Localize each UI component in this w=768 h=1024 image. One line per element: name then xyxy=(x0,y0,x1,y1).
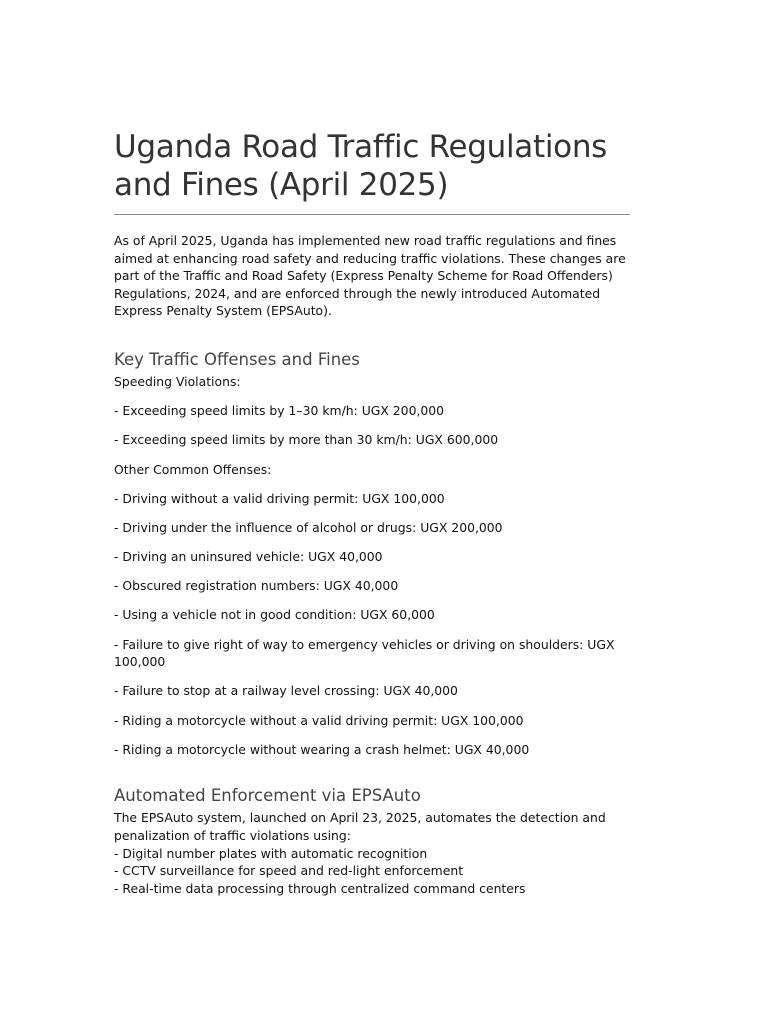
offense-item: - Exceeding speed limits by more than 30 km/h: UGX 600,000 xyxy=(114,432,499,448)
offense-item: - Riding a motorcycle without a valid driving permit: UGX 100,000 xyxy=(114,712,524,728)
other-offenses-label: Other Common Offenses: xyxy=(114,461,272,477)
offense-item: - Using a vehicle not in good condition: UGX 60,000 xyxy=(114,607,435,623)
epsauto-item: - Real-time data processing through centralized command centers xyxy=(114,880,526,896)
intro-paragraph: As of April 2025, Uganda has implemented new road traffic regulations and fines aimed at enhancing road safety and reducing traffic violations. These changes are part of the Traffic and Road Safety (Express Penalty Scheme for Road Offenders) Regulations, 2024, and are enforced through the newly introduced Automated Express Penalty System (EPSAuto). xyxy=(114,233,626,319)
document-title: Uganda Road Traffic Regulations and Fines (April 2025) xyxy=(114,129,608,203)
epsauto-item: - CCTV surveillance for speed and red-light enforcement xyxy=(114,863,464,879)
document-page xyxy=(114,128,630,897)
key-offenses-heading: Key Traffic Offenses and Fines xyxy=(114,349,360,369)
offense-item: - Driving under the influence of alcohol or drugs: UGX 200,000 xyxy=(114,519,503,535)
offense-item: - Driving an uninsured vehicle: UGX 40,000 xyxy=(114,549,383,565)
offense-item: - Riding a motorcycle without wearing a crash helmet: UGX 40,000 xyxy=(114,741,530,757)
speeding-label: Speeding Violations: xyxy=(114,373,241,389)
title-divider xyxy=(114,214,630,215)
epsauto-list xyxy=(114,845,630,898)
offense-item: - Driving without a valid driving permit: UGX 100,000 xyxy=(114,490,445,506)
epsauto-item: - Digital number plates with automatic recognition xyxy=(114,845,428,861)
offense-item: - Exceeding speed limits by 1–30 km/h: UGX 200,000 xyxy=(114,403,445,419)
offense-item: - Obscured registration numbers: UGX 40,000 xyxy=(114,578,399,594)
epsauto-heading: Automated Enforcement via EPSAuto xyxy=(114,786,421,806)
offense-item: - Failure to give right of way to emergency vehicles or driving on shoulders: UGX 100,000 xyxy=(114,636,615,670)
epsauto-intro: The EPSAuto system, launched on April 23, 2025, automates the detection and penalization of traffic violations using: xyxy=(114,810,606,843)
offense-item: - Failure to stop at a railway level crossing: UGX 40,000 xyxy=(114,683,458,699)
